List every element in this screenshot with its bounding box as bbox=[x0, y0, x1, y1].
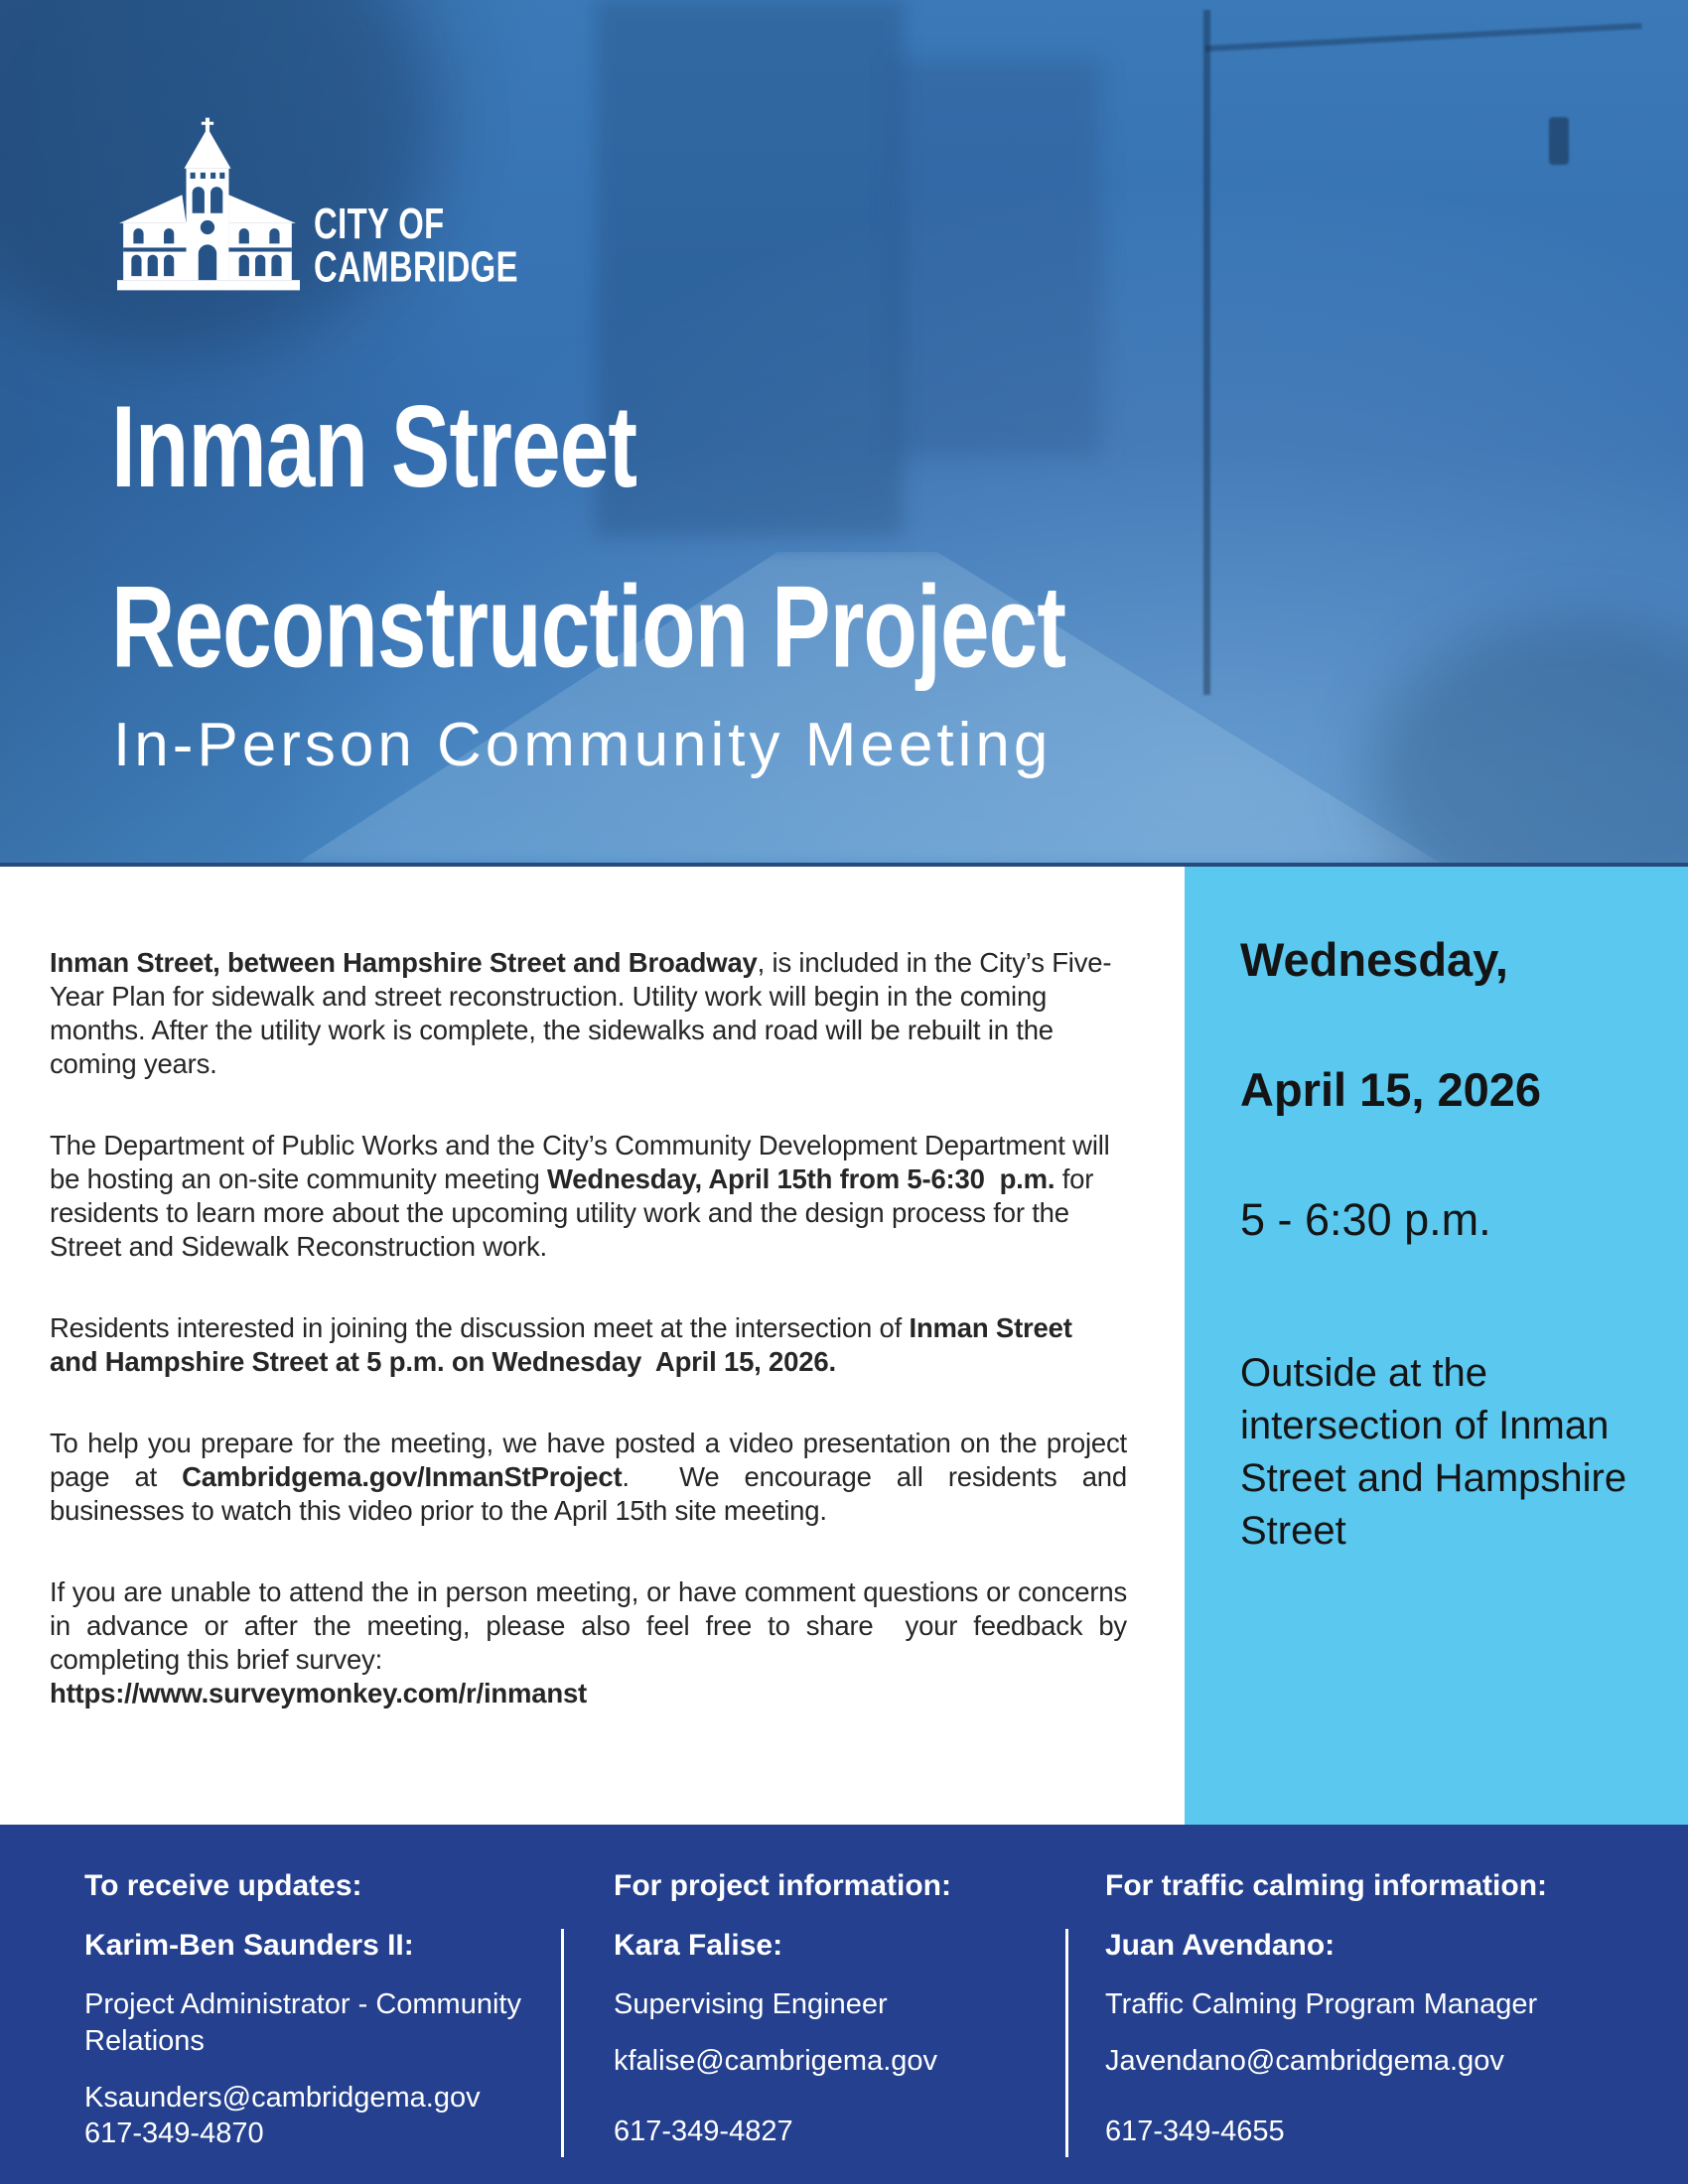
body-text-bold-run: Inman Street and Hampshire Street at 5 p.m. on Wednesday April 15, 2026. bbox=[50, 1312, 1072, 1377]
body-text-bold-run: Wednesday, April 15th from 5-6:30 p.m. bbox=[547, 1163, 1055, 1194]
contact-role: Supervising Engineer bbox=[614, 1988, 888, 2020]
event-location: Outside at the intersection of Inman Street and Hampshire Street bbox=[1240, 1351, 1627, 1553]
footer-column-traffic-calming bbox=[1105, 1869, 1661, 2184]
body-text-run: for residents to learn more about the upcoming utility work and the design process for the Street and Sidewalk Reconstruction work. bbox=[50, 1163, 1094, 1262]
photo-traffic-signal-shape bbox=[1549, 117, 1569, 165]
contact-phone: 617-349-4655 bbox=[1105, 2116, 1285, 2147]
logo-wordmark-line1: CITY OF bbox=[314, 199, 445, 248]
footer-divider bbox=[1065, 1929, 1068, 2157]
contact-email: Ksaunders@cambridgema.gov bbox=[84, 2082, 481, 2114]
body-paragraph bbox=[50, 946, 1127, 1081]
event-time: 5 - 6:30 p.m. bbox=[1240, 1194, 1491, 1245]
body-paragraphs bbox=[50, 946, 1127, 1710]
logo-wordmark-line2: CAMBRIDGE bbox=[314, 242, 518, 292]
body-text-run: To help you prepare for the meeting, we have posted a video presentation on the project page at bbox=[50, 1428, 1127, 1492]
body-text-run: . We encourage all residents and businesses to watch this video prior to the April 15th site meeting. bbox=[50, 1461, 1127, 1526]
page-title-line1: Inman Street bbox=[111, 382, 637, 512]
page-subtitle: In-Person Community Meeting bbox=[113, 711, 1053, 779]
contact-footer bbox=[0, 1825, 1688, 2184]
body-copy bbox=[50, 867, 1127, 1758]
event-date: April 15, 2026 bbox=[1240, 1063, 1542, 1116]
photo-tree-shape bbox=[1370, 615, 1688, 867]
event-day: Wednesday, bbox=[1240, 933, 1508, 986]
body-paragraph bbox=[50, 1427, 1127, 1528]
body-text-run: If you are unable to attend the in person meeting, or have comment questions or concerns in advance or after the meeting, please also feel free to share your feedback by completing this brief survey: bbox=[50, 1576, 1127, 1675]
body-text-bold-run: https://www.surveymonkey.com/r/inmanst bbox=[50, 1678, 588, 1708]
contact-name: Karim-Ben Saunders II: bbox=[84, 1929, 414, 1962]
event-info-sidebar bbox=[1185, 867, 1688, 1825]
page-title bbox=[111, 357, 1065, 718]
page-title-line2: Reconstruction Project bbox=[111, 562, 1066, 692]
footer-divider bbox=[561, 1929, 564, 2157]
city-of-cambridge-logo bbox=[117, 115, 569, 294]
body-paragraph bbox=[50, 1575, 1127, 1710]
body-paragraph bbox=[50, 1129, 1127, 1264]
body-text-run: The Department of Public Works and the City’s Community Development Department will be hosting an on-site community meeting bbox=[50, 1130, 1110, 1194]
city-hall-logo-icon bbox=[117, 115, 300, 294]
contact-name: Juan Avendano: bbox=[1105, 1929, 1336, 1962]
header-banner bbox=[0, 0, 1688, 867]
body-text-run: Residents interested in joining the discussion meet at the intersection of bbox=[50, 1312, 910, 1343]
body-paragraph bbox=[50, 1311, 1127, 1379]
contact-role: Traffic Calming Program Manager bbox=[1105, 1988, 1538, 2020]
photo-lamppost-arm-shape bbox=[1205, 23, 1642, 52]
footer-column-heading: For traffic calming information: bbox=[1105, 1869, 1548, 1902]
contact-phone: 617-349-4870 bbox=[84, 2117, 264, 2149]
contact-role: Project Administrator - Community Relations bbox=[84, 1988, 521, 2057]
footer-column-heading: To receive updates: bbox=[84, 1869, 362, 1902]
body-text-run: , is included in the City’s Five-Year Plan for sidewalk and street reconstruction. Utility work will begin in the coming months. After the utility work is complete, the sidewalks and road will be rebuilt in the coming years. bbox=[50, 947, 1112, 1079]
footer-column-heading: For project information: bbox=[614, 1869, 951, 1902]
body-text-bold-run: Cambridgema.gov/InmanStProject bbox=[182, 1461, 623, 1492]
footer-column-project-info bbox=[614, 1869, 1036, 2184]
body-text-bold-run: Inman Street, between Hampshire Street and Broadway bbox=[50, 947, 758, 978]
contact-email: kfalise@cambrigema.gov bbox=[614, 2045, 938, 2077]
contact-phone: 617-349-4827 bbox=[614, 2116, 793, 2147]
contact-email: Javendano@cambridgema.gov bbox=[1105, 2045, 1504, 2077]
logo-wordmark bbox=[314, 199, 518, 292]
contact-name: Kara Falise: bbox=[614, 1929, 783, 1962]
photo-lamppost-shape bbox=[1203, 10, 1210, 695]
footer-column-updates bbox=[84, 1869, 521, 2184]
